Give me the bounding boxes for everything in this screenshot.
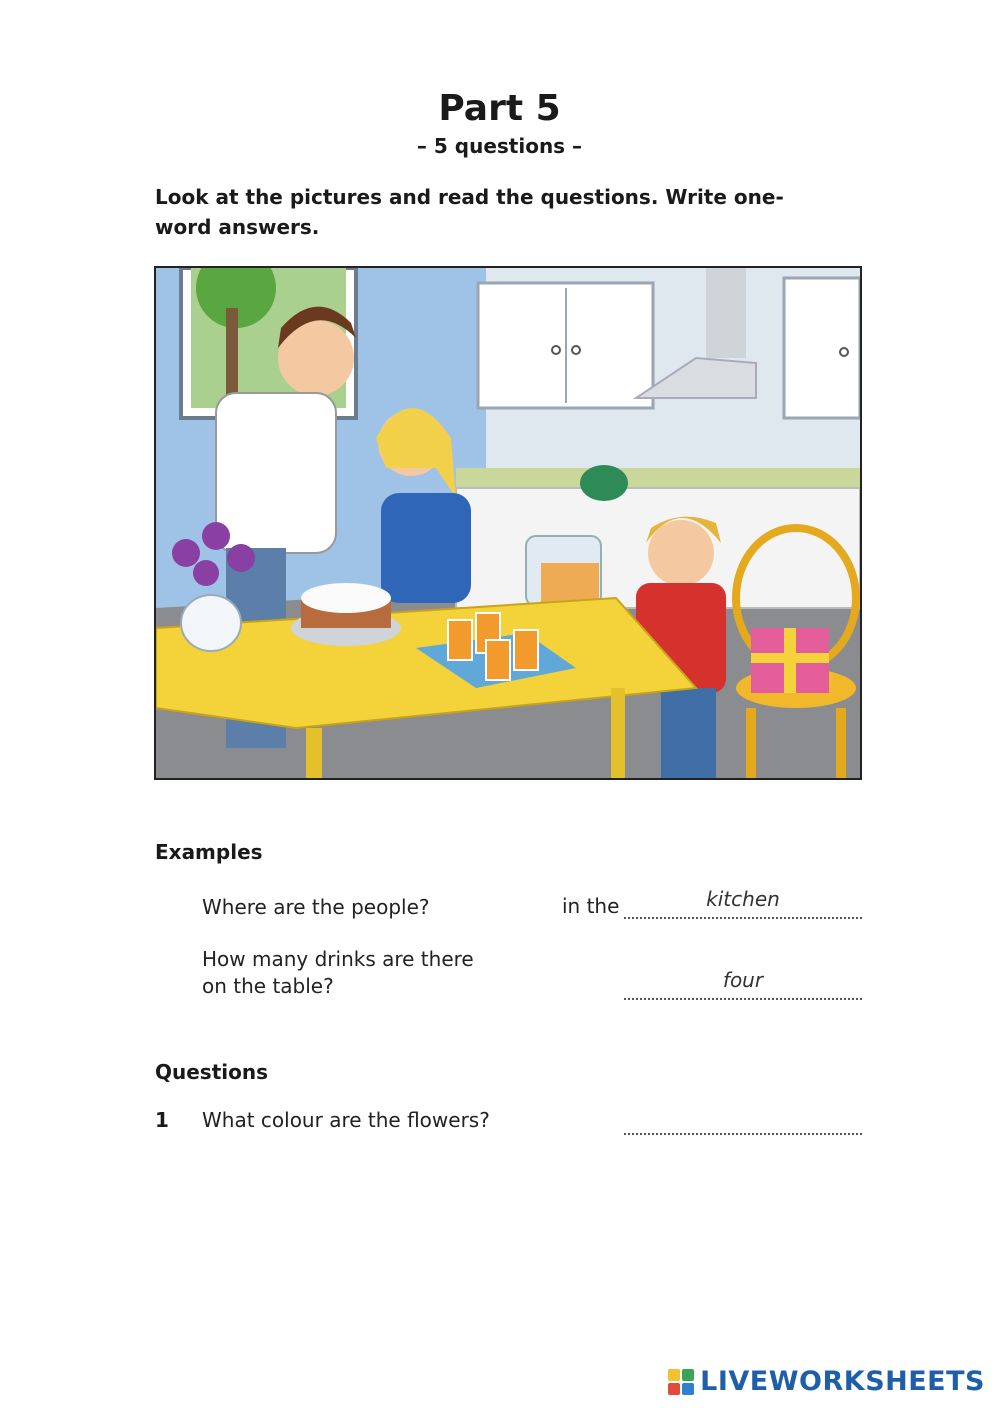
page-subtitle: – 5 questions – (416, 134, 583, 158)
brand-name: LIVEWORKSHEETS (700, 1366, 985, 1397)
liveworksheets-brand (668, 1366, 985, 1397)
kitchen-scene-illustration (154, 266, 862, 780)
example-question-1: Where are the people? (202, 895, 430, 919)
example-question-2-line2: on the table? (202, 974, 334, 998)
kitchen-scene-icon (156, 268, 860, 778)
example-answer-1: kitchen (706, 887, 780, 911)
example-answer-prefix: in the (562, 894, 620, 918)
question-1: What colour are the flowers? (202, 1108, 490, 1132)
questions-heading: Questions (155, 1060, 269, 1084)
examples-heading: Examples (155, 840, 263, 864)
example-question-2-line1: How many drinks are there (202, 947, 474, 971)
example-answer-field-1 (624, 887, 862, 919)
liveworksheets-logo-icon (668, 1369, 694, 1395)
example-answer-2: four (722, 968, 764, 992)
answer-field-1[interactable] (624, 1109, 862, 1135)
question-number-1: 1 (155, 1108, 169, 1132)
example-answer-field-2 (624, 968, 862, 1000)
instructions: Look at the pictures and read the questions. Write one-word answers. (155, 185, 784, 239)
page-title: Part 5 (438, 88, 561, 129)
